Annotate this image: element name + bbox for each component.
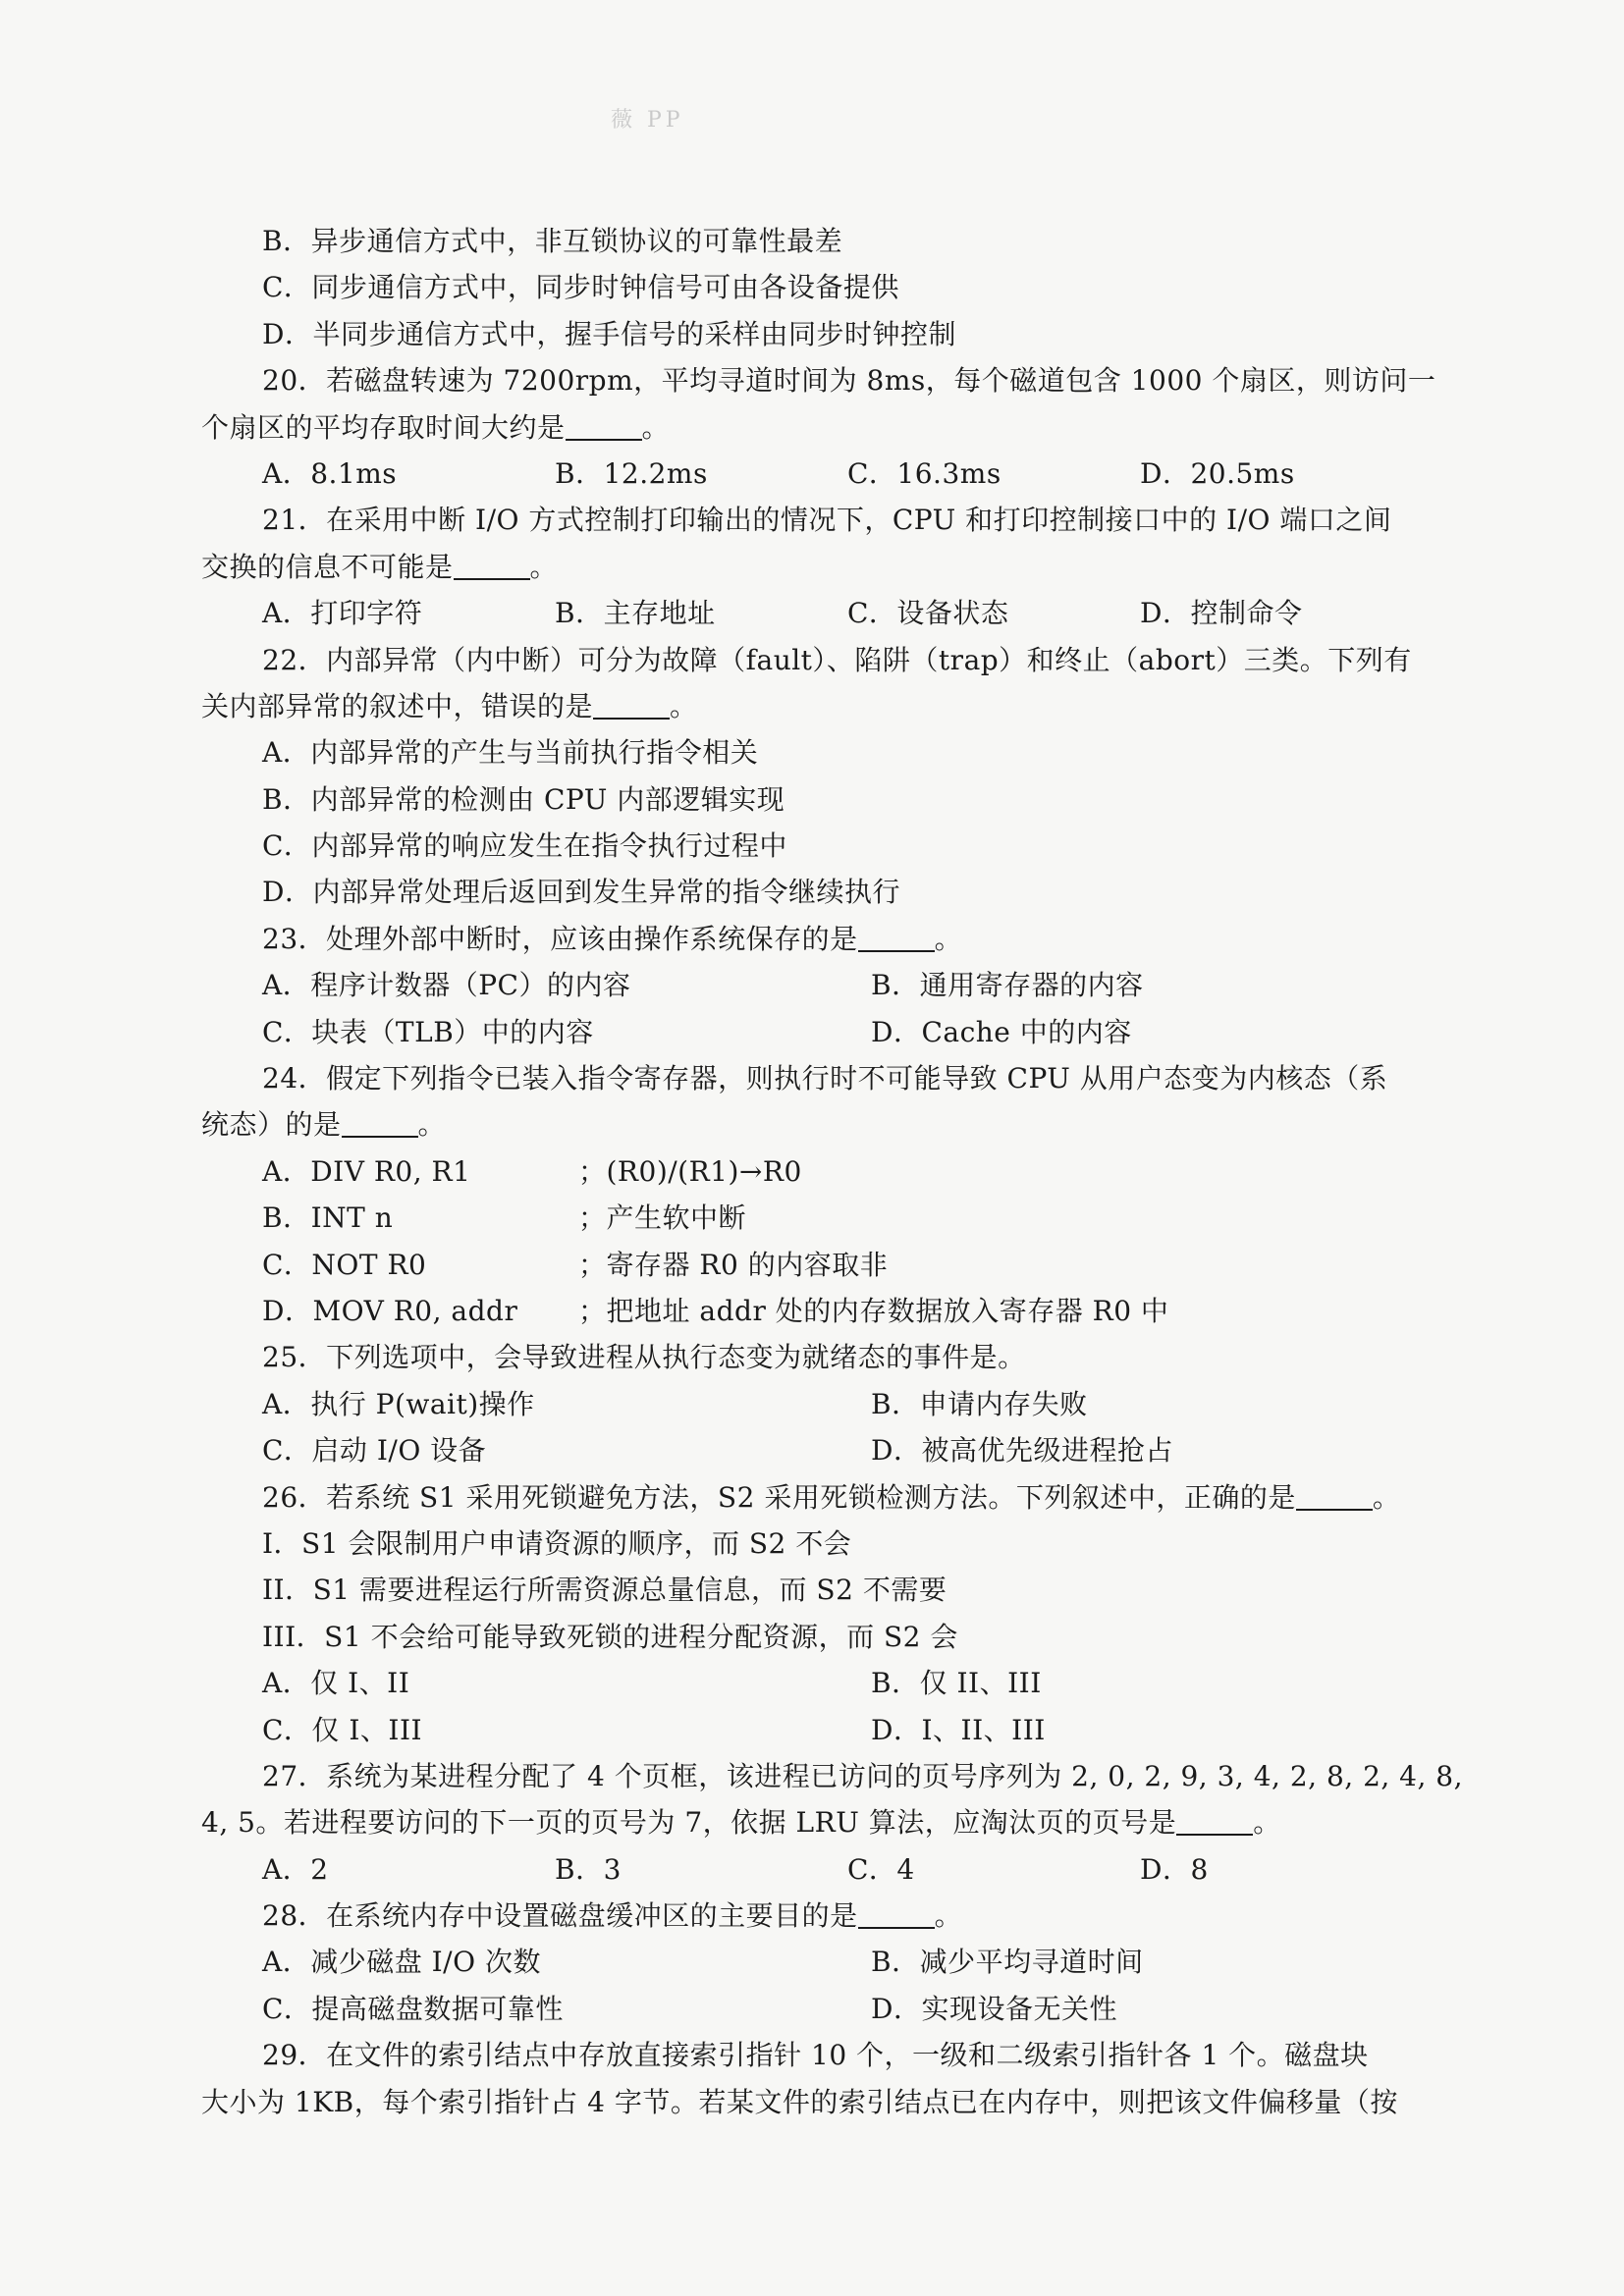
period: 。: [641, 410, 671, 444]
option-line: [201, 776, 1478, 823]
instruction: C．NOT R0: [262, 1248, 427, 1281]
question-stem: [201, 1753, 1478, 1799]
question-stem: [201, 497, 1478, 543]
options-row: [201, 1009, 1478, 1055]
option-line: [201, 264, 1478, 310]
line-text: 26．若系统 S1 采用死锁避免方法，S2 采用死锁检测方法。下列叙述中，正确的是: [262, 1480, 1296, 1514]
period: 。: [934, 922, 963, 955]
question-continuation: [201, 683, 1478, 729]
option-choice: C．4: [847, 1852, 915, 1886]
period: 。: [670, 689, 698, 722]
option-choice: B．3: [555, 1852, 622, 1886]
option-choice: C．仅 I、III: [262, 1713, 423, 1746]
option-choice: A．执行 P(wait)操作: [262, 1387, 535, 1420]
option-choice: C．设备状态: [847, 597, 1009, 630]
question-stem: [201, 916, 1478, 962]
line-text: 21．在采用中断 I/O 方式控制打印输出的情况下，CPU 和打印控制接口中的 I/O 端口之间: [262, 504, 1392, 537]
line-text: B．内部异常的检测由 CPU 内部逻辑实现: [262, 782, 785, 816]
question-stem: [201, 1474, 1478, 1521]
option-choice: C．16.3ms: [847, 456, 1001, 490]
period: 。: [934, 1899, 963, 1933]
instruction-option: [201, 1288, 1478, 1334]
instruction-option: [201, 1195, 1478, 1241]
option-line: [201, 1567, 1478, 1613]
option-choice: B．减少平均寻道时间: [871, 1946, 1144, 1979]
option-choice: A．打印字符: [262, 597, 423, 630]
option-choice: D．被高优先级进程抢占: [871, 1434, 1173, 1468]
period: 。: [1253, 1806, 1281, 1840]
line-text: C．内部异常的响应发生在指令执行过程中: [262, 829, 787, 863]
option-choice: A．2: [262, 1852, 329, 1886]
option-choice: D．8: [1140, 1852, 1209, 1886]
line-text: C．同步通信方式中，同步时钟信号可由各设备提供: [262, 271, 899, 304]
option-choice: D．I、II、III: [871, 1713, 1046, 1746]
line-text: 4, 5。若进程要访问的下一页的页号为 7，依据 LRU 算法，应淘汰页的页号是: [201, 1806, 1177, 1840]
line-text: A．内部异常的产生与当前执行指令相关: [262, 736, 759, 770]
option-choice: C．启动 I/O 设备: [262, 1434, 487, 1468]
option-choice: D．控制命令: [1140, 597, 1303, 630]
instruction-option: [201, 1148, 1478, 1195]
answer-blank: [1176, 1810, 1253, 1836]
option-choice: B．主存地址: [555, 597, 716, 630]
option-line: [201, 1521, 1478, 1567]
option-choice: C．块表（TLB）中的内容: [262, 1015, 594, 1048]
option-choice: D．Cache 中的内容: [871, 1015, 1132, 1048]
question-stem: [201, 1055, 1478, 1101]
line-text: I．S1 会限制用户申请资源的顺序，而 S2 不会: [262, 1526, 852, 1560]
option-line: [201, 218, 1478, 264]
instruction-comment: ；产生软中断: [578, 1201, 747, 1235]
option-choice: B．12.2ms: [555, 456, 708, 490]
instruction: A．DIV R0, R1: [262, 1154, 471, 1188]
line-text: 25．下列选项中，会导致进程从执行态变为就绪态的事件是。: [262, 1341, 1026, 1374]
instruction-comment: ；寄存器 R0 的内容取非: [578, 1248, 889, 1281]
question-continuation: [201, 1101, 1478, 1148]
option-line: [201, 729, 1478, 775]
answer-blank: [342, 1112, 418, 1138]
options-row: [201, 962, 1478, 1008]
option-choice: B．仅 II、III: [871, 1667, 1042, 1700]
instruction: D．MOV R0, addr: [262, 1294, 518, 1327]
question-continuation: [201, 2079, 1478, 2125]
option-choice: B．通用寄存器的内容: [871, 969, 1144, 1002]
line-text: II．S1 需要进程运行所需资源总量信息，而 S2 不需要: [262, 1574, 947, 1607]
option-line: [201, 311, 1478, 357]
question-stem: [201, 1334, 1478, 1380]
line-text: 23．处理外部中断时，应该由操作系统保存的是: [262, 922, 858, 955]
option-line: [201, 1614, 1478, 1660]
options-row: [201, 1381, 1478, 1427]
line-text: 大小为 1KB，每个索引指针占 4 字节。若某文件的索引结点已在内存中，则把该文件偏移量（按: [201, 2085, 1398, 2118]
line-text: 27．系统为某进程分配了 4 个页框，该进程已访问的页号序列为 2, 0, 2, 9, 3, 4, 2, 8, 2, 4, 8,: [262, 1759, 1464, 1792]
instruction: B．INT n: [262, 1201, 394, 1235]
line-text: 个扇区的平均存取时间大约是: [201, 410, 566, 444]
option-choice: B．申请内存失败: [871, 1387, 1088, 1420]
instruction-comment: ；把地址 addr 处的内存数据放入寄存器 R0 中: [578, 1294, 1169, 1327]
answer-blank: [858, 927, 935, 952]
answer-blank: [1296, 1485, 1373, 1511]
option-choice: A．8.1ms: [262, 456, 398, 490]
options-row: [201, 1707, 1478, 1753]
line-text: B．异步通信方式中，非互锁协议的可靠性最差: [262, 225, 843, 257]
line-text: D．内部异常处理后返回到发生异常的指令继续执行: [262, 876, 900, 909]
options-row: [201, 1427, 1478, 1473]
line-text: 统态）的是: [201, 1108, 342, 1142]
line-text: 关内部异常的叙述中，错误的是: [201, 689, 594, 722]
line-text: 24．假定下列指令已装入指令寄存器，则执行时不可能导致 CPU 从用户态变为内核态（系: [262, 1062, 1388, 1095]
options-row: [201, 1660, 1478, 1706]
options-row: [201, 1846, 1478, 1893]
line-text: 28．在系统内存中设置磁盘缓冲区的主要目的是: [262, 1899, 858, 1933]
instruction-option: [201, 1242, 1478, 1288]
period: 。: [417, 1108, 447, 1142]
period: 。: [529, 550, 559, 583]
line-text: III．S1 不会给可能导致死锁的进程分配资源，而 S2 会: [262, 1620, 958, 1653]
option-line: [201, 823, 1478, 869]
option-choice: A．仅 I、II: [262, 1667, 410, 1700]
header-watermark: 薇 PP: [611, 108, 684, 133]
question-continuation: [201, 1799, 1478, 1845]
question-continuation: [201, 404, 1478, 451]
period: 。: [1372, 1480, 1401, 1514]
option-line: [201, 869, 1478, 915]
answer-blank: [593, 694, 670, 720]
answer-blank: [454, 555, 530, 580]
options-row: [201, 1939, 1478, 1985]
options-row: [201, 451, 1478, 497]
question-stem: [201, 1893, 1478, 1939]
options-row: [201, 590, 1478, 636]
line-text: 22．内部异常（内中断）可分为故障（fault）、陷阱（trap）和终止（abort）三类。下列有: [262, 643, 1412, 676]
question-stem: [201, 357, 1478, 403]
answer-blank: [858, 1903, 935, 1929]
option-choice: C．提高磁盘数据可靠性: [262, 1992, 564, 2025]
question-continuation: [201, 544, 1478, 590]
option-choice: D．20.5ms: [1140, 456, 1295, 490]
option-choice: A．减少磁盘 I/O 次数: [262, 1946, 541, 1979]
option-choice: A．程序计数器（PC）的内容: [262, 969, 631, 1002]
question-stem: [201, 637, 1478, 683]
line-text: D．半同步通信方式中，握手信号的采样由同步时钟控制: [262, 317, 956, 350]
answer-blank: [566, 415, 642, 441]
instruction-comment: ；(R0)/(R1)→R0: [578, 1154, 802, 1188]
question-stem: [201, 2032, 1478, 2078]
line-text: 20．若磁盘转速为 7200rpm，平均寻道时间为 8ms，每个磁道包含 1000 个扇区，则访问一: [262, 364, 1436, 398]
question-content: [201, 218, 1478, 2125]
line-text: 29．在文件的索引结点中存放直接索引指针 10 个，一级和二级索引指针各 1 个。磁盘块: [262, 2039, 1369, 2072]
line-text: 交换的信息不可能是: [201, 550, 454, 583]
option-choice: D．实现设备无关性: [871, 1992, 1117, 2025]
options-row: [201, 1986, 1478, 2032]
